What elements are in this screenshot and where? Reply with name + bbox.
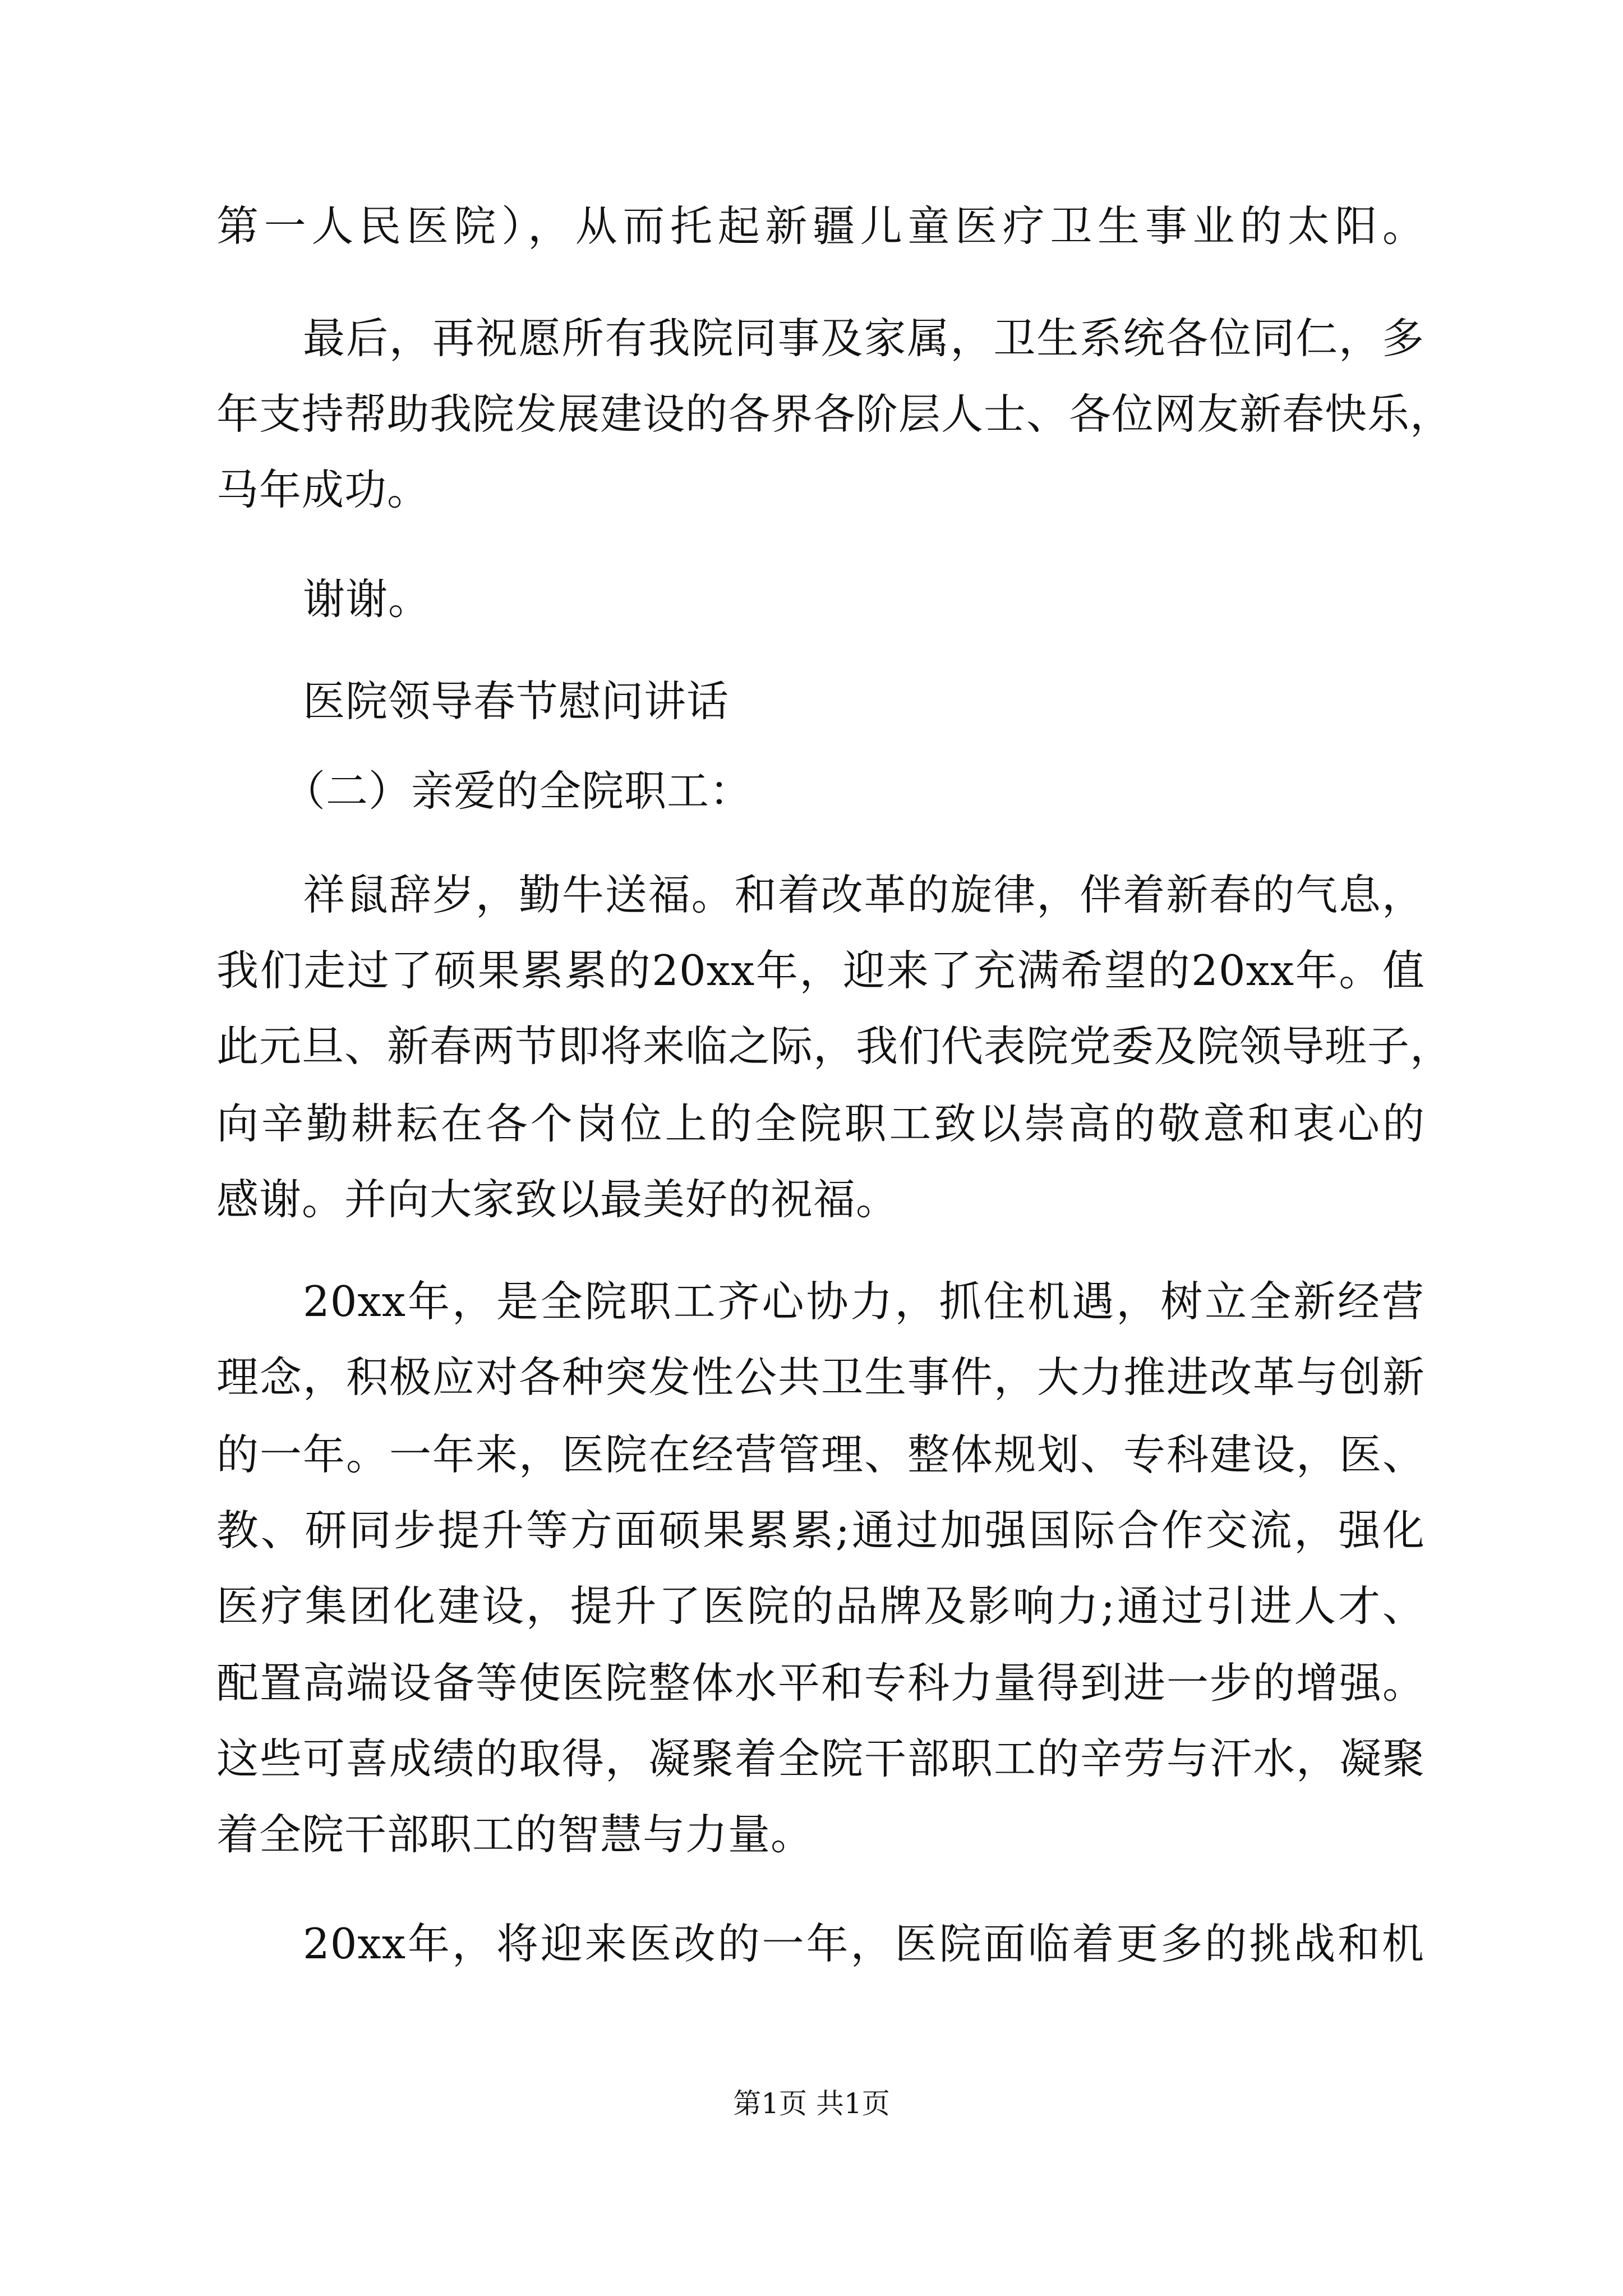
text-line-17: 医疗集团化建设，提升了医院的品牌及影响力;通过引进人才、 (216, 1581, 1425, 1631)
salutation: （二）亲爱的全院职工： (283, 766, 753, 816)
text-line-2: 最后，再祝愿所有我院同事及家属，卫生系统各位同仁，多 (303, 314, 1424, 363)
text-line-13: 20xx年，是全院职工齐心协力，抓住机遇，树立全新经营 (303, 1277, 1424, 1326)
text-line-3: 年支持帮助我院发展建设的各界各阶层人士、各位网友新春快乐， (216, 389, 1453, 439)
text-line-4: 马年成功。 (216, 465, 430, 514)
text-line-14: 理念，积极应对各种突发性公共卫生事件，大力推进改革与创新 (216, 1352, 1425, 1402)
text-line-9: 我们走过了硕果累累的20xx年，迎来了充满希望的20xx年。值 (216, 946, 1425, 995)
text-line-1: 第一人民医院），从而托起新疆儿童医疗卫生事业的太阳。 (216, 201, 1425, 251)
text-line-19: 这些可喜成绩的取得，凝聚着全院干部职工的辛劳与汗水，凝聚 (216, 1734, 1425, 1783)
text-line-11: 向辛勤耕耘在各个岗位上的全院职工致以崇高的敬意和衷心的 (216, 1099, 1425, 1148)
text-line-5: 谢谢。 (303, 574, 431, 624)
text-line-8: 祥鼠辞岁，勤牛送福。和着改革的旋律，伴着新春的气息， (303, 870, 1424, 919)
text-line-15: 的一年。一年来，医院在经营管理、整体规划、专科建设，医、 (216, 1430, 1425, 1479)
text-line-16: 教、研同步提升等方面硕果累累;通过加强国际合作交流，强化 (216, 1506, 1425, 1555)
text-line-12: 感谢。并向大家致以最美好的祝福。 (216, 1175, 899, 1224)
document-heading: 医院领导春节慰问讲话 (303, 677, 730, 726)
text-line-18: 配置高端设备等使医院整体水平和专科力量得到进一步的增强。 (216, 1658, 1425, 1708)
text-line-10: 此元旦、新春两节即将来临之际，我们代表院党委及院领导班子， (216, 1022, 1453, 1071)
text-line-20: 着全院干部职工的智慧与力量。 (216, 1810, 814, 1859)
text-line-21: 20xx年，将迎来医改的一年，医院面临着更多的挑战和机 (303, 1919, 1424, 1968)
page-footer: 第1页 共1页 (733, 2087, 890, 2120)
